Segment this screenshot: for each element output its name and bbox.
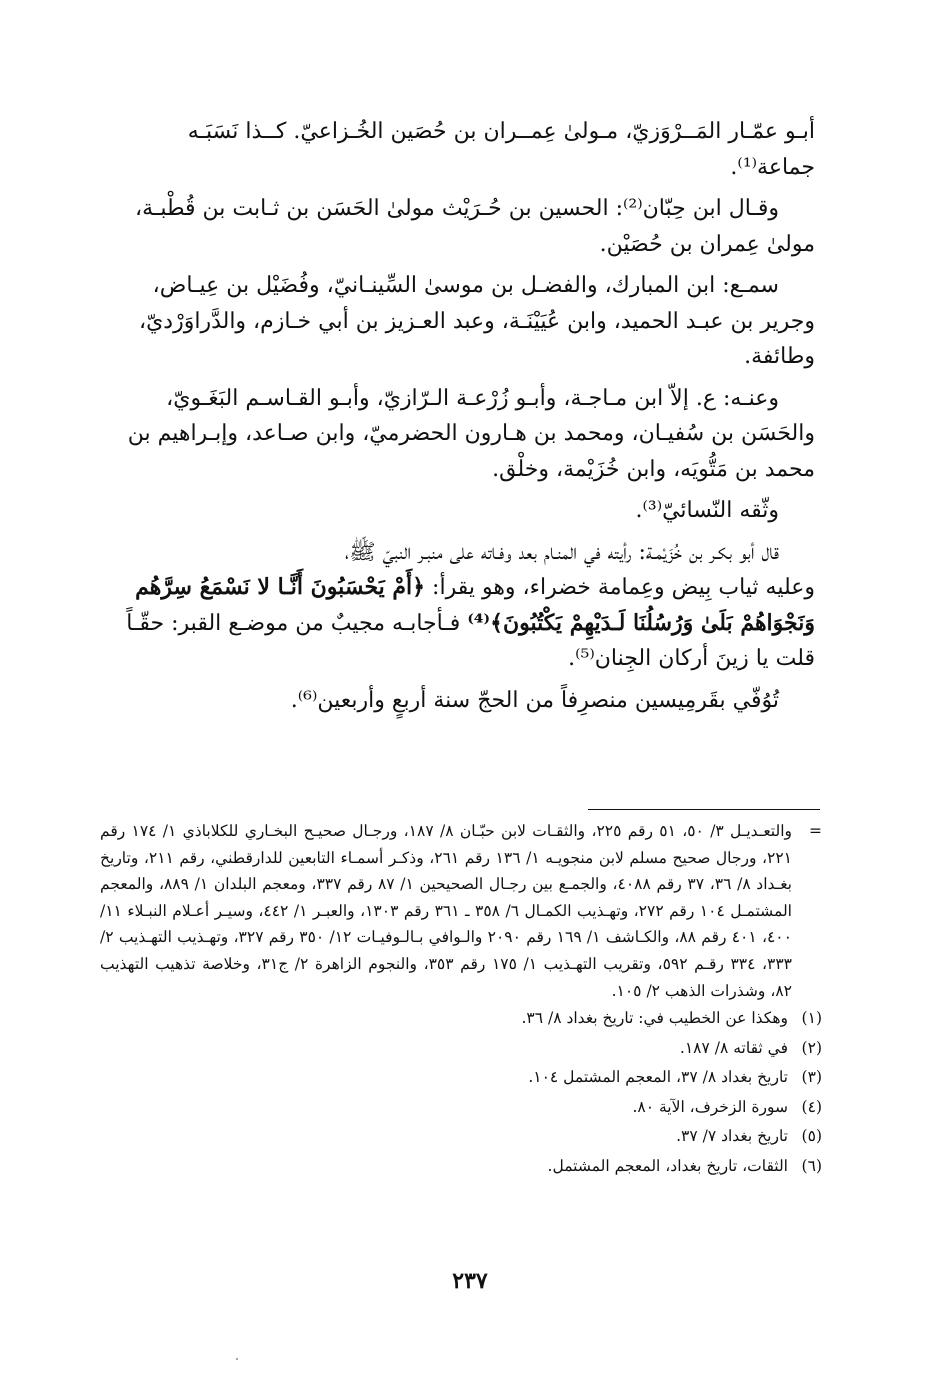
paragraph-5	[102, 493, 815, 529]
page-number: ٢٣٧	[452, 1268, 488, 1294]
footnotes	[100, 818, 822, 1181]
footnote-text: في ثقاته ٨/ ١٨٧.	[679, 1038, 788, 1057]
text-line: وقـال ابن حِبّان⁽²⁾: الحسين بن حُـرَيْث مولىٰ الحَسَن بن ثـابت بن قُطْبـة،	[135, 196, 779, 221]
footnote-text: تاريخ بغداد ٧/ ٣٧.	[676, 1127, 788, 1146]
text-line: وعليه ثياب بِيض وعِمامة خضراء، وهو يقرأ:	[425, 575, 815, 600]
text-line: فـأجابـه مجيبٌ من موضـع القبر: حقّـاً	[126, 610, 468, 636]
paragraph-7	[102, 683, 815, 719]
footnote-item	[100, 1093, 822, 1123]
text-line: جماعة⁽¹⁾.	[730, 154, 815, 180]
quran-verse-part-1: ﴿أَمْ يَحْسَبُونَ أَنَّـا لا نَسْمَعُ سِرَّهُم	[135, 574, 426, 600]
text-line: وجرير بن عبـد الحميد، وابن عُيَيْنَـة، وعبد العـزيز بن أبي خـازم، والدَّراوَرْديّ،	[138, 308, 815, 334]
paragraph-2	[102, 191, 815, 262]
main-text	[102, 114, 815, 724]
text-line: أبـو عمّـار المَــرْوَزيّ، مـولىٰ عِمــران بن حُصَين الخُـزاعيّ. كــذا نَسَبَـه	[187, 119, 815, 144]
footnote-text: سورة الزخرف، الآية ٨٠.	[632, 1097, 788, 1116]
scan-speck	[236, 1358, 238, 1360]
text-line: سمـع: ابن المبارك، والفضـل بن موسىٰ السِّينـانيّ، وفُضَيْل بن عِيـاض،	[152, 273, 779, 298]
paragraph-3	[102, 268, 815, 375]
text-line: قلت يا زينَ أركان الجِنان⁽⁵⁾.	[568, 646, 815, 671]
footnote-continuation	[100, 818, 822, 1004]
footnote-text: تاريخ بغداد ٨/ ٣٧، المعجم المشتمل ١٠٤.	[528, 1068, 788, 1087]
footnote-number: (٤)	[801, 1097, 822, 1116]
footnote-number: (٥)	[801, 1127, 822, 1146]
continuation-text: والتعـديـل ٣/ ٥٠، ٥١ رقم ٢٢٥، والثقـات لابن حبّـان ٨/ ١٨٧، ورجـال صحيـح البخـاري للكلاباذي ١/ ١٧٤ رقم ٢٢١، ورجال صحيح مسلم لابن منجويـه ١/ ١٣٦ رقم ٢٦١، وذكـر أسمـاء التابعين للدارقطني، رقم ٢١١، وتاريخ بغـداد ٨/ ٣٦، ٣٧ رقم ٤٠٨٨، والجمـع بين رجـال الصحيحين ١/ ٨٧ رقم ٣٣٧، ومعجم البلدان ١/ ٨٨٩، والمعجم المشتمـل ١٠٤ رقم ٢٧٢، وتهـذيب الكمـال ٦/ ٣٥٨ ـ ٣٦١ رقم ١٣٠٣، والعبـر ١/ ٤٤٢، وسيـر أعـلام النبـلاء ١١/ ٤٠٠، ٤٠١ رقم ٨٨، والكـاشف ١/ ١٦٩ رقم ٢٠٩٠ والـوافي بـالـوفيـات ١٢/ ٣٥٠ رقم ٣٢٧، وتهـذيب التهـذيب ٢/ ٣٣٣، ٣٣٤ رقـم ٥٩٢، وتقريب التهـذيب ١/ ١٧٥ رقم ٣٥٣، والنجوم الزاهرة ٢/ ج٣١، وخلاصة تذهيب التهذيب ٨٢، وشذرات الذهب ٢/ ١٠٥.	[100, 822, 792, 1000]
footnote-number: (١)	[801, 1009, 822, 1028]
text-line: محمد بن مَتُّويَه، وابن خُزَيْمة، وخلْق.	[492, 456, 815, 482]
paragraph-4	[102, 381, 815, 488]
text-line: تُوُفّي بقَرمِيسين منصرِفاً من الحجّ سنة أربعٍ وأربعين⁽⁶⁾.	[290, 687, 779, 713]
footnote-text: الثقات، تاريخ بغداد، المعجم المشتمل.	[547, 1156, 788, 1175]
quran-verse-part-2: وَنَجْوَاهُمْ بَلَىٰ وَرُسُلُنَا لَـدَيْهِمْ يَكْتُبُونَ﴾⁽⁴⁾	[467, 609, 815, 636]
footnote-text: وهكذا عن الخطيب في: تاريخ بغداد ٨/ ٣٦.	[521, 1009, 788, 1028]
footnote-item	[100, 1004, 822, 1034]
footnote-number: (٢)	[801, 1038, 822, 1057]
text-line: وعنـه: ع. إلاّ ابن مـاجـة، وأبـو زُرْعـة الـرّازيّ، وأبـو القـاسـم البَغَـويّ،	[166, 385, 779, 411]
footnote-item	[100, 1034, 822, 1064]
footnote-item	[100, 1152, 822, 1182]
text-line: وثّقه النّسائيّ⁽³⁾.	[635, 498, 779, 523]
text-line: والحَسَن بن سُفيـان، ومحمد بن هـارون الحضرميّ، وابن صـاعد، وإبـراهيم بن	[127, 421, 815, 446]
text-line: قال أبو بكـر بن خُزَيْمـة: رأيته في المنـام بعد وفـاته على منبـر النبيّ ﷺ،	[344, 539, 779, 565]
paragraph-1	[102, 114, 815, 185]
footnote-item	[100, 1122, 822, 1152]
text-line: مولىٰ عِمران بن حُصَيْن.	[599, 231, 815, 257]
footnote-number: (٦)	[801, 1156, 822, 1175]
text-line: وطائفة.	[744, 344, 815, 369]
footnote-item	[100, 1063, 822, 1093]
footnote-separator	[588, 809, 820, 810]
continuation-mark: =	[809, 822, 822, 840]
footnote-number: (٣)	[801, 1068, 822, 1087]
paragraph-6	[102, 535, 815, 677]
